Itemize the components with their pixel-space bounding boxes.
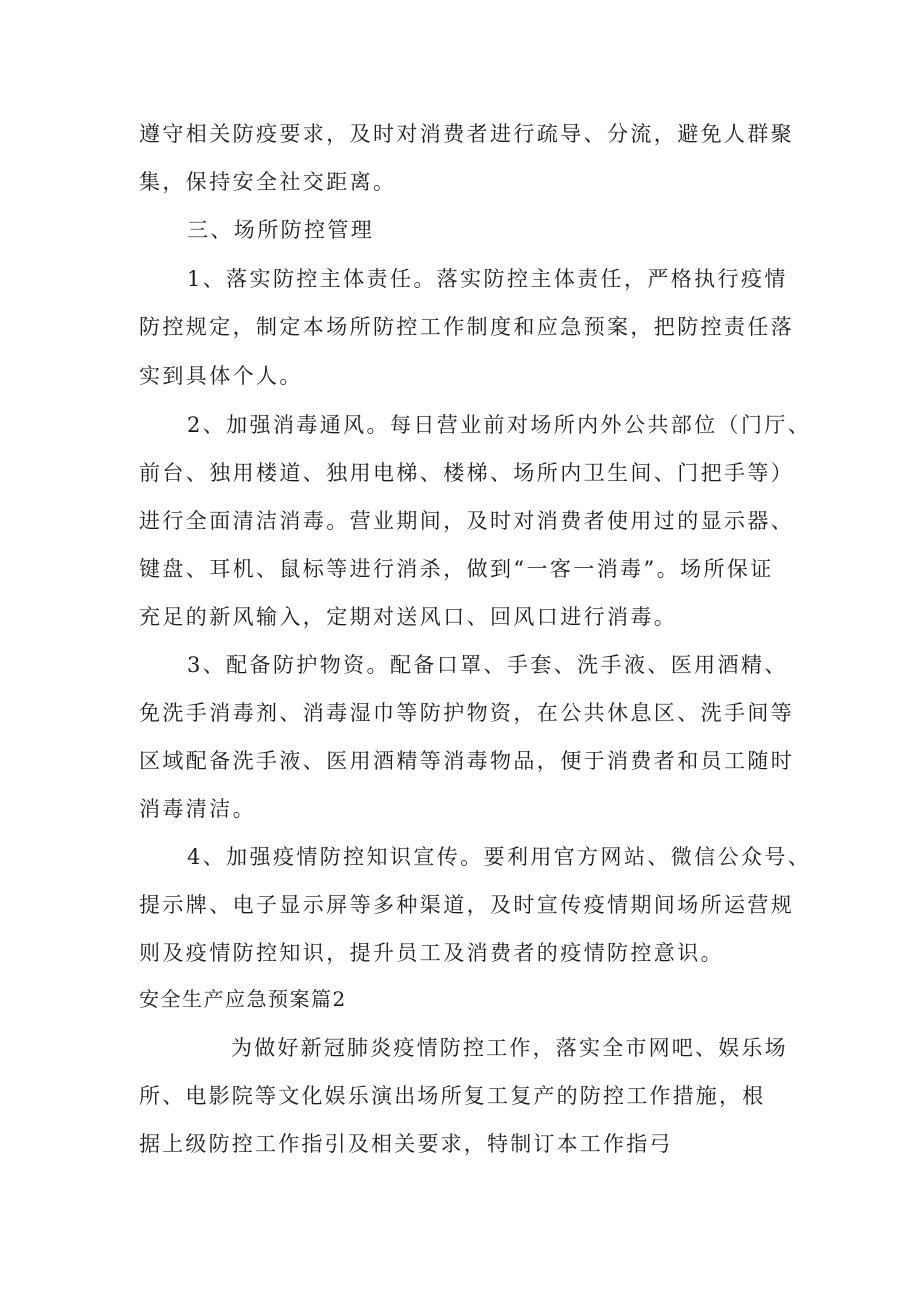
section2-line: 为做好新冠肺炎疫情防控工作，落实全市网吧、娱乐场 <box>231 1036 788 1060</box>
section2-line: 据上级防控工作指引及相关要求，特制订本工作指弓 <box>139 1132 673 1156</box>
paragraph-line: 充足的新风输入，定期对送风口、回风口进行消毒。 <box>139 605 678 629</box>
paragraph-line: 实到具体个人。 <box>139 364 303 388</box>
paragraph-line: 集，保持安全社交距离。 <box>139 170 397 194</box>
paragraph-line: 前台、独用楼道、独用电梯、楼梯、场所内卫生间、门把手等） <box>139 461 795 485</box>
section2-title: 安全生产应急预案篇2 <box>139 987 347 1011</box>
paragraph-line: 4、加强疫情防控知识宣传。要利用官方网站、微信公众号、 <box>187 845 812 869</box>
section2-line: 所、电影院等文化娱乐演出场所复工复产的防控工作措施，根 <box>139 1084 766 1108</box>
paragraph-line: 消毒清洁。 <box>139 797 256 821</box>
paragraph-line: 提示牌、电子显示屏等多种渠道，及时宣传疫情期间场所运营规 <box>139 893 795 917</box>
paragraph-line: 进行全面清洁消毒。营业期间，及时对消费者使用过的显示器、 <box>139 509 795 533</box>
paragraph-line: 遵守相关防疫要求，及时对消费者进行疏导、分流，避免人群聚 <box>139 122 795 146</box>
section-heading: 三、场所防控管理 <box>187 218 375 242</box>
paragraph-line: 防控规定，制定本场所防控工作制度和应急预案，把防控责任落 <box>139 315 795 339</box>
paragraph-line: 区域配备洗手液、医用酒精等消毒物品，便于消费者和员工随时 <box>139 749 795 773</box>
paragraph-line: 1、落实防控主体责任。落实防控主体责任，严格执行疫情 <box>187 267 788 291</box>
paragraph-line: 2、加强消毒通风。每日营业前对场所内外公共部位（门厅、 <box>187 413 812 437</box>
paragraph-line: 免洗手消毒剂、消毒湿巾等防护物资，在公共休息区、洗手间等 <box>139 701 795 725</box>
paragraph-line: 则及疫情防控知识，提升员工及消费者的疫情防控意识。 <box>139 941 724 965</box>
paragraph-line: 3、配备防护物资。配备口罩、手套、洗手液、医用酒精、 <box>187 653 788 677</box>
paragraph-line: 键盘、耳机、鼠标等进行消杀，做到“一客一消毒”。场所保证 <box>139 557 774 581</box>
